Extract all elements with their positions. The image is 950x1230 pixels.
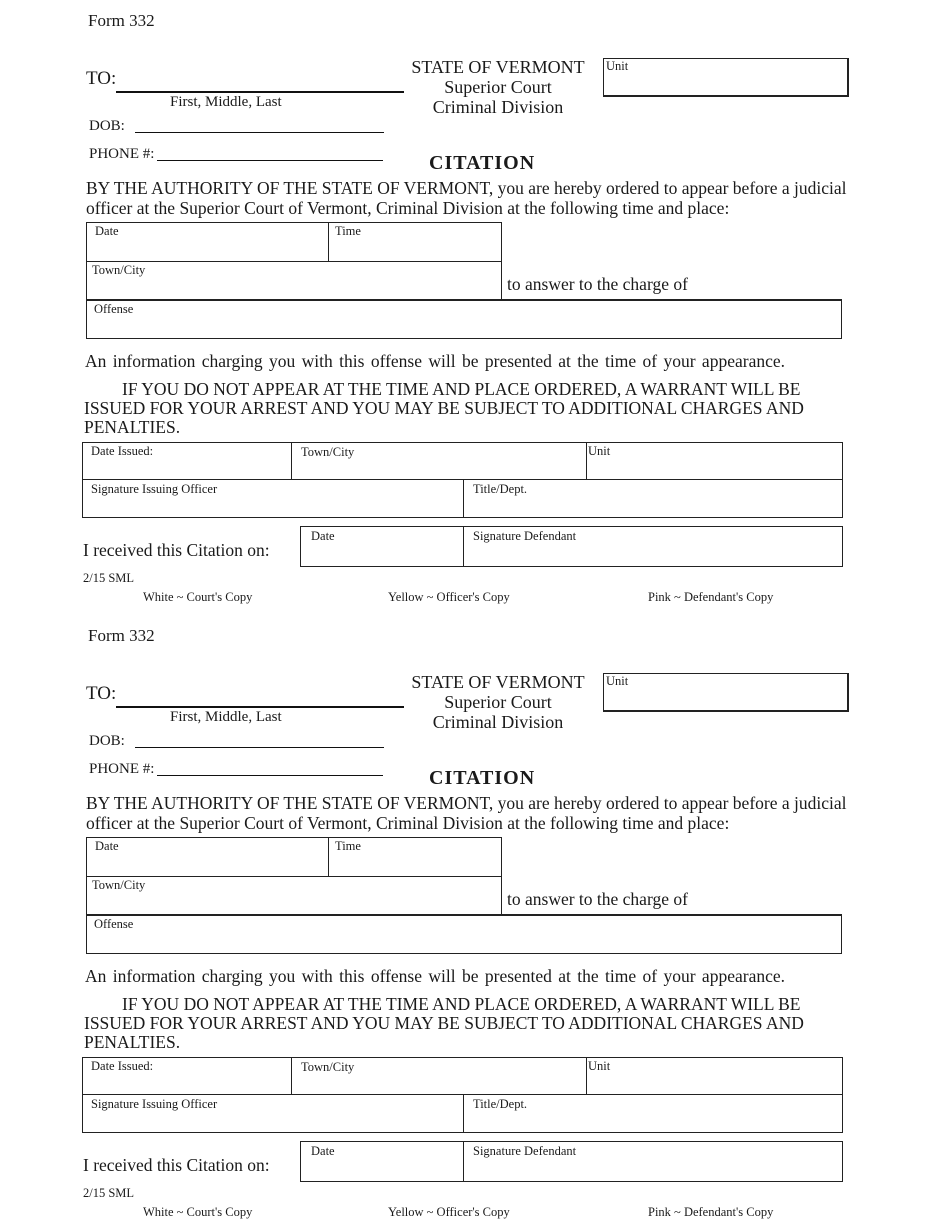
state-name: STATE OF VERMONT xyxy=(411,672,585,692)
received-date-label: Date xyxy=(311,529,335,543)
defendant-signature-label: Signature Defendant xyxy=(473,529,577,543)
received-date-label: Date xyxy=(311,1144,335,1158)
issued-unit-field[interactable] xyxy=(586,442,843,480)
officer-copy-label: Yellow ~ Officer's Copy xyxy=(388,1205,510,1219)
citation-copy-2 xyxy=(0,615,950,1230)
defendant-copy-label: Pink ~ Defendant's Copy xyxy=(648,1205,774,1219)
citation-title: CITATION xyxy=(429,152,536,174)
title-dept-field[interactable] xyxy=(463,479,843,518)
court-header xyxy=(398,57,598,117)
information-notice: An information charging you with this offense will be presented at the time of your appearance. xyxy=(85,351,785,371)
received-date-field[interactable] xyxy=(300,1141,464,1182)
officer-signature-field[interactable] xyxy=(82,479,464,518)
form-number: Form 332 xyxy=(88,626,155,645)
dob-field[interactable] xyxy=(135,747,384,748)
phone-field[interactable] xyxy=(157,160,383,161)
issued-town-label: Town/City xyxy=(301,1060,355,1074)
offense-label: Offense xyxy=(94,302,134,316)
dob-label: DOB: xyxy=(89,733,125,749)
received-date-field[interactable] xyxy=(300,526,464,567)
issued-unit-field[interactable] xyxy=(586,1057,843,1095)
phone-field[interactable] xyxy=(157,775,383,776)
court-copy-label: White ~ Court's Copy xyxy=(143,1205,253,1219)
issued-town-label: Town/City xyxy=(301,445,355,459)
form-number: Form 332 xyxy=(88,11,155,30)
appearance-date-field[interactable] xyxy=(86,837,329,877)
appearance-town-label: Town/City xyxy=(92,263,146,277)
answer-charge-text: to answer to the charge of xyxy=(507,889,688,909)
answer-charge-text: to answer to the charge of xyxy=(507,274,688,294)
warrant-warning: IF YOU DO NOT APPEAR AT THE TIME AND PLACE ORDERED, A WARRANT WILL BE ISSUED FOR YOUR ARREST AND YOU MAY BE SUBJECT TO ADDITIONAL CHARGES AND PENALTIES. xyxy=(84,994,804,1052)
officer-signature-field[interactable] xyxy=(82,1094,464,1133)
warrant-warning: IF YOU DO NOT APPEAR AT THE TIME AND PLACE ORDERED, A WARRANT WILL BE ISSUED FOR YOUR ARREST AND YOU MAY BE SUBJECT TO ADDITIONAL CHARGES AND PENALTIES. xyxy=(84,379,804,437)
name-hint: First, Middle, Last xyxy=(170,709,282,725)
received-label: I received this Citation on: xyxy=(83,1155,270,1175)
authority-text: BY THE AUTHORITY OF THE STATE OF VERMONT, you are hereby ordered to appear before a judicial officer at the Superior Court of Vermont, Criminal Division at the following time and place: xyxy=(86,178,847,218)
court-name: Superior Court xyxy=(444,692,552,712)
to-name-field[interactable] xyxy=(116,706,404,708)
date-issued-field[interactable] xyxy=(82,1057,292,1095)
appearance-town-field[interactable] xyxy=(86,261,502,300)
title-dept-label: Title/Dept. xyxy=(473,1097,528,1111)
court-header xyxy=(398,672,598,732)
to-label: TO: xyxy=(86,68,117,89)
to-label: TO: xyxy=(86,683,117,704)
unit-field-top[interactable] xyxy=(603,58,849,97)
revision-code: 2/15 SML xyxy=(83,1186,135,1200)
appearance-date-field[interactable] xyxy=(86,222,329,262)
appearance-date-label: Date xyxy=(95,839,119,853)
appearance-time-field[interactable] xyxy=(328,222,502,262)
issued-town-field[interactable] xyxy=(291,442,587,480)
court-name: Superior Court xyxy=(444,77,552,97)
offense-field[interactable] xyxy=(86,914,842,954)
name-hint: First, Middle, Last xyxy=(170,94,282,110)
state-name: STATE OF VERMONT xyxy=(411,57,585,77)
officer-signature-label: Signature Issuing Officer xyxy=(91,482,218,496)
appearance-date-label: Date xyxy=(95,224,119,238)
unit-label: Unit xyxy=(606,59,629,73)
date-issued-label: Date Issued: xyxy=(91,444,154,458)
received-label: I received this Citation on: xyxy=(83,540,270,560)
appearance-time-label: Time xyxy=(335,839,361,853)
phone-label: PHONE #: xyxy=(89,146,155,162)
issued-town-field[interactable] xyxy=(291,1057,587,1095)
offense-label: Offense xyxy=(94,917,134,931)
issued-unit-label: Unit xyxy=(588,1059,611,1073)
phone-label: PHONE #: xyxy=(89,761,155,777)
defendant-signature-label: Signature Defendant xyxy=(473,1144,577,1158)
appearance-town-field[interactable] xyxy=(86,876,502,915)
citation-title: CITATION xyxy=(429,767,536,789)
appearance-time-field[interactable] xyxy=(328,837,502,877)
revision-code: 2/15 SML xyxy=(83,571,135,585)
appearance-town-label: Town/City xyxy=(92,878,146,892)
unit-label: Unit xyxy=(606,674,629,688)
to-name-field[interactable] xyxy=(116,91,404,93)
offense-field[interactable] xyxy=(86,299,842,339)
defendant-signature-field[interactable] xyxy=(463,1141,843,1182)
division-name: Criminal Division xyxy=(432,97,564,117)
court-copy-label: White ~ Court's Copy xyxy=(143,590,253,604)
date-issued-label: Date Issued: xyxy=(91,1059,154,1073)
title-dept-label: Title/Dept. xyxy=(473,482,528,496)
appearance-time-label: Time xyxy=(335,224,361,238)
information-notice: An information charging you with this offense will be presented at the time of your appearance. xyxy=(85,966,785,986)
officer-copy-label: Yellow ~ Officer's Copy xyxy=(388,590,510,604)
issued-unit-label: Unit xyxy=(588,444,611,458)
unit-field-top[interactable] xyxy=(603,673,849,712)
date-issued-field[interactable] xyxy=(82,442,292,480)
dob-field[interactable] xyxy=(135,132,384,133)
defendant-signature-field[interactable] xyxy=(463,526,843,567)
defendant-copy-label: Pink ~ Defendant's Copy xyxy=(648,590,774,604)
authority-text: BY THE AUTHORITY OF THE STATE OF VERMONT, you are hereby ordered to appear before a judicial officer at the Superior Court of Vermont, Criminal Division at the following time and place: xyxy=(86,793,847,833)
title-dept-field[interactable] xyxy=(463,1094,843,1133)
dob-label: DOB: xyxy=(89,118,125,134)
officer-signature-label: Signature Issuing Officer xyxy=(91,1097,218,1111)
division-name: Criminal Division xyxy=(432,712,564,732)
